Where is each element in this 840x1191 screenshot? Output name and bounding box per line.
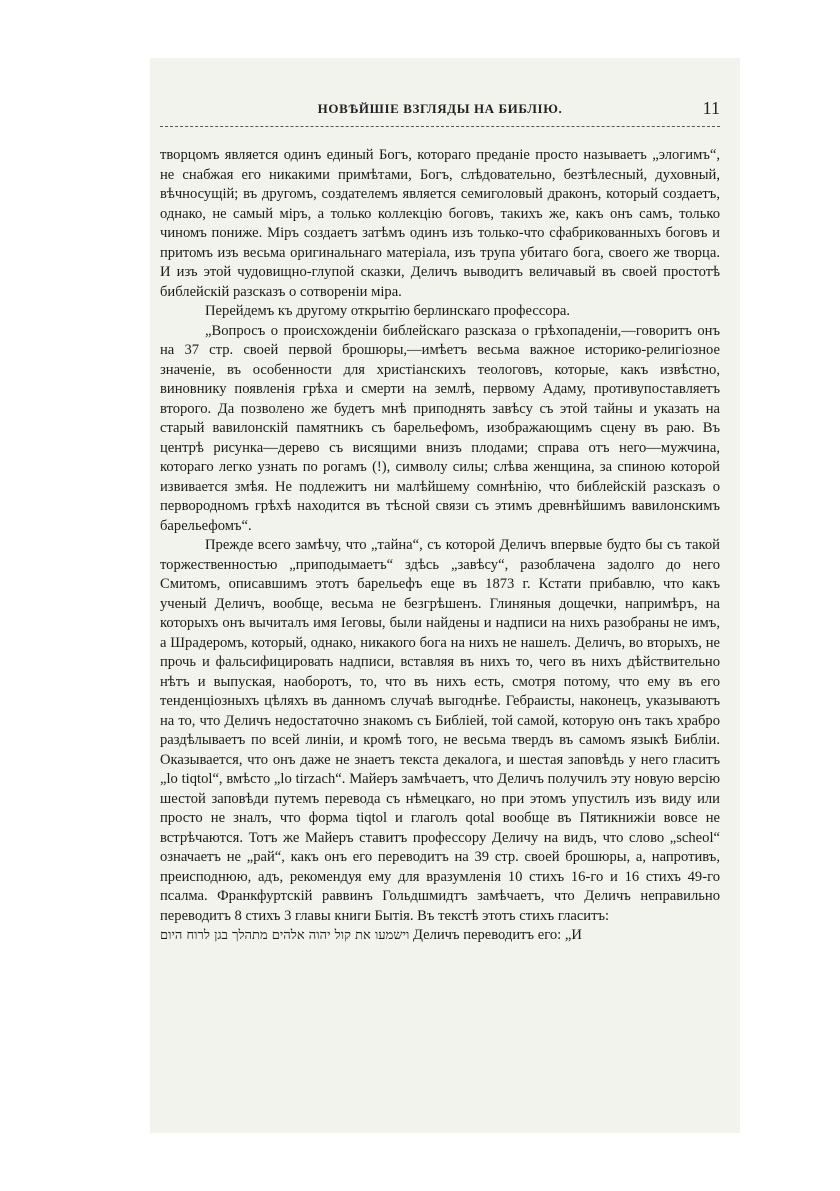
paragraph: Прежде всего замѣчу, что „тайна“, съ которой Деличъ впервые будто бы съ такой торжественностью „приподымаетъ“ здѣсь „завѣсу“, разоблачена задолго до него Смитомъ, описавшимъ этотъ барельефъ еще въ 1873 г. Кстати прибавлю, что какъ ученый Деличъ, вообще, весьма не безгрѣшенъ. Глиняныя дощечки, напримѣръ, на которыхъ онъ вычиталъ имя Іеговы, были найдены и надписи на нихъ разобраны не имъ, а Шрадеромъ, который, однако, никакого бога на нихъ не нашелъ. Деличъ, во вторыхъ, не прочь и фальсифицировать надписи, вставляя въ нихъ то, чего въ нихъ дѣйствительно нѣтъ и выпуская, наоборотъ, то, что въ нихъ есть, смотря потому, что ему въ его тенденціозныхъ цѣляхъ въ данномъ случаѣ выгоднѣе. Гебраисты, наконецъ, указываютъ на то, что Деличъ недостаточно знакомъ съ Библіей, той самой, которую онъ такъ храбро раздѣлываетъ по всей линіи, и кромѣ того, не весьма твердъ въ самомъ языкѣ Библіи. Оказывается, что онъ даже не знаетъ текста декалога, и шестая заповѣдь у него гласитъ „lo tiqtol“, вмѣсто „lo tirzach“. Майеръ замѣчаетъ, что Деличъ получилъ эту новую версію шестой заповѣди путемъ перевода съ нѣмецкаго, но при этомъ упустилъ изъ виду или просто не зналъ, что форма tiqtol и глаголъ qotal вообще въ Пятикнижіи вовсе не встрѣчаются. Тотъ же Майеръ ставитъ профессору Деличу на видъ, что слово „scheol“ означаетъ не „рай“, какъ онъ его переводитъ на 39 стр. своей брошюры, а, напротивъ, преисподнюю, адъ, рекомендуя ему для вразумленія 10 стихъ 16-го и 16 стихъ 49-го псалма. Франкфуртскій раввинъ Гольдшмидтъ замѣчаетъ, что Деличъ неправильно переводитъ 8 стихъ 3 главы книги Бытія. Въ текстѣ этотъ стихъ гласитъ: <box>160 537 720 924</box>
paragraph: творцомъ является одинъ единый Богъ, котораго преданіе просто называетъ „элогимъ“, не снабжая его никакими примѣтами, Богъ, слѣдовательно, безтѣлесный, духовный, вѣчносущій; въ другомъ, создателемъ является семиголовый драконъ, который создаетъ, однако, не самый міръ, а только коллекцію боговъ, такихъ же, какъ онъ самъ, только чиномъ пониже. Міръ создаетъ затѣмъ одинъ изъ только-что сфабрикованныхъ боговъ и притомъ изъ весьма оригинальнаго матеріала, изъ трупа убитаго бога, своего же творца. И изъ этой чудовищно-глупой сказки, Деличъ выводитъ величавый въ своей простотѣ библейскій разсказъ о сотвореніи міра. <box>160 147 720 300</box>
paragraph: Перейдемъ къ другому открытію берлинскаго профессора. <box>205 303 571 319</box>
body-text <box>160 146 720 946</box>
final-line-text: Деличъ переводитъ его: „И <box>412 927 582 943</box>
header-rule <box>160 126 720 127</box>
hebrew-quote: וישמעו את קול יהוה אלהים מתהלך בגן לרוח היום <box>160 928 410 943</box>
final-line <box>160 926 720 946</box>
running-head <box>160 100 720 132</box>
page-number: 11 <box>702 98 720 118</box>
running-head-title: НОВѢЙШІЕ ВЗГЛЯДЫ НА БИБЛІЮ. <box>317 101 563 116</box>
paragraph: „Вопросъ о происхожденіи библейскаго разсказа о грѣхопаденіи,—говоритъ онъ на 37 стр. своей первой брошюры,—имѣетъ весьма важное историко-религіозное значеніе, въ особенности для христіанскихъ теологовъ, которые, какъ извѣстно, виновнику появленія грѣха и смерти на землѣ, первому Адаму, противупоставляетъ второго. Да позволено же будетъ мнѣ приподнять завѣсу съ этой тайны и указать на старый вавилонскій памятникъ съ барельефомъ, изображающимъ сцену въ раю. Въ центрѣ рисунка—дерево съ висящими внизъ плодами; справа отъ него—мужчина, котораго легко узнать по рогамъ (!), символу силы; слѣва женщина, за спиною которой извивается змѣя. Не подлежитъ ни малѣйшему сомнѣнію, что библейскій разсказъ о первородномъ грѣхѣ находится въ тѣсной связи съ этимъ древнѣйшимъ вавилонскимъ барельефомъ“. <box>160 322 720 534</box>
